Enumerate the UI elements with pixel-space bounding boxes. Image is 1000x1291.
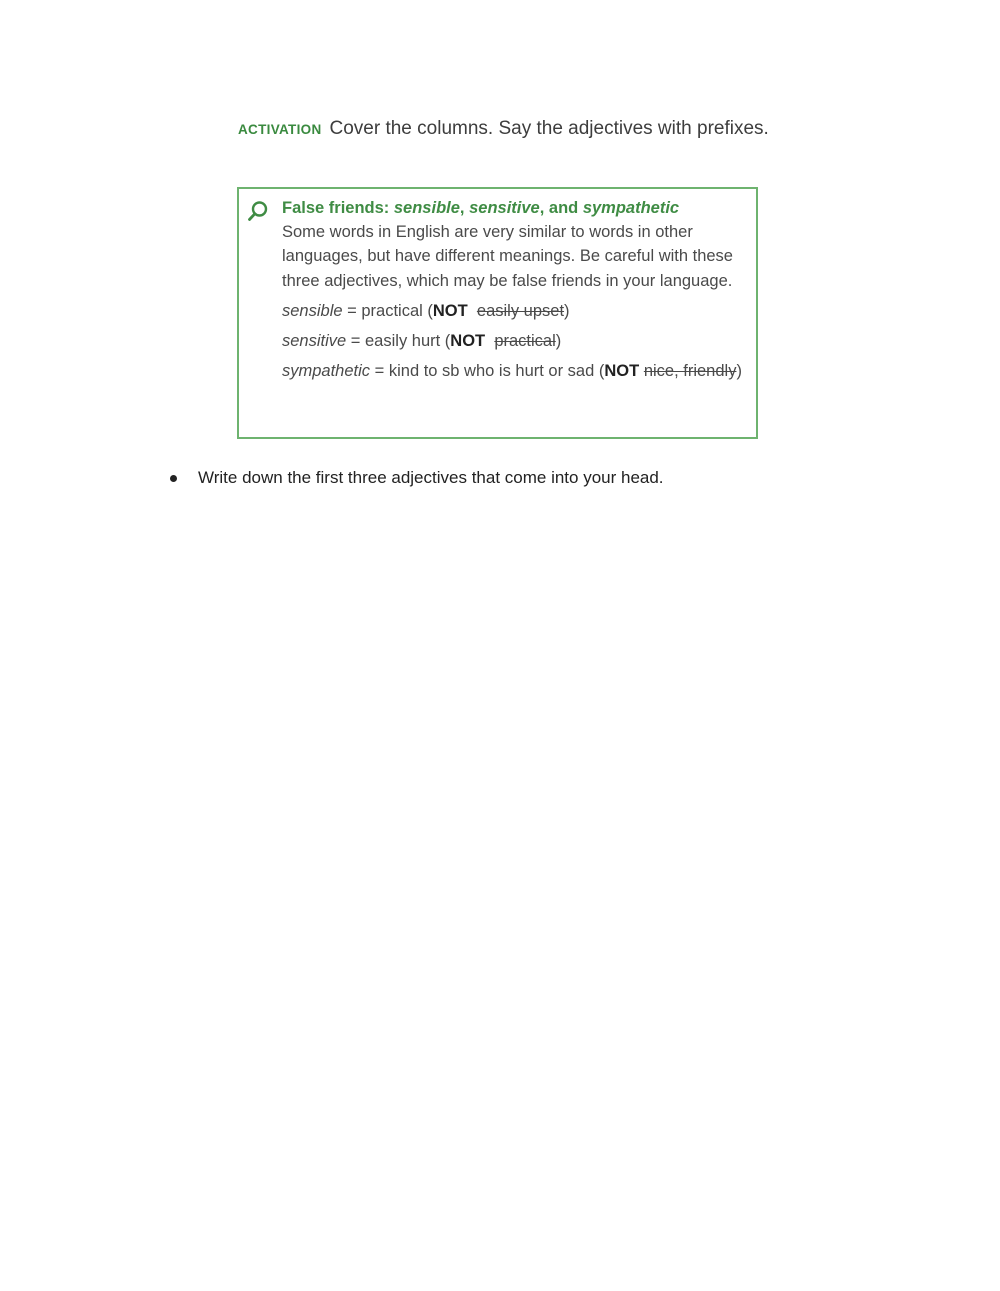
task-text: Write down the first three adjectives that come into your head. [198,468,664,487]
definition-sensible: sensible = practical (NOT easily upset) [282,301,570,320]
definition-sympathetic: sympathetic = kind to sb who is hurt or sad (NOT nice, friendly) [282,361,742,380]
activation-instruction [238,116,778,143]
title-word-sensible: sensible [393,199,460,217]
activation-label: ACTIVATION [238,122,322,137]
activation-text: Cover the columns. Say the adjectives with prefixes. [329,118,769,139]
false-friends-title: False friends: sensible, sensitive, and sympathetic [282,199,680,217]
bullet-dot [170,475,177,482]
definition-sensitive: sensitive = easily hurt (NOT practical) [282,331,562,350]
title-word-sympathetic: sympathetic [582,199,680,217]
title-word-sensitive: sensitive [469,199,540,217]
magnifier-icon [247,200,269,222]
false-friends-intro: Some words in English are very similar to words in other languages, but have different meanings. Be careful with these three adjectives, which may be false friends in your language. [282,223,733,290]
false-friends-box [237,187,758,439]
